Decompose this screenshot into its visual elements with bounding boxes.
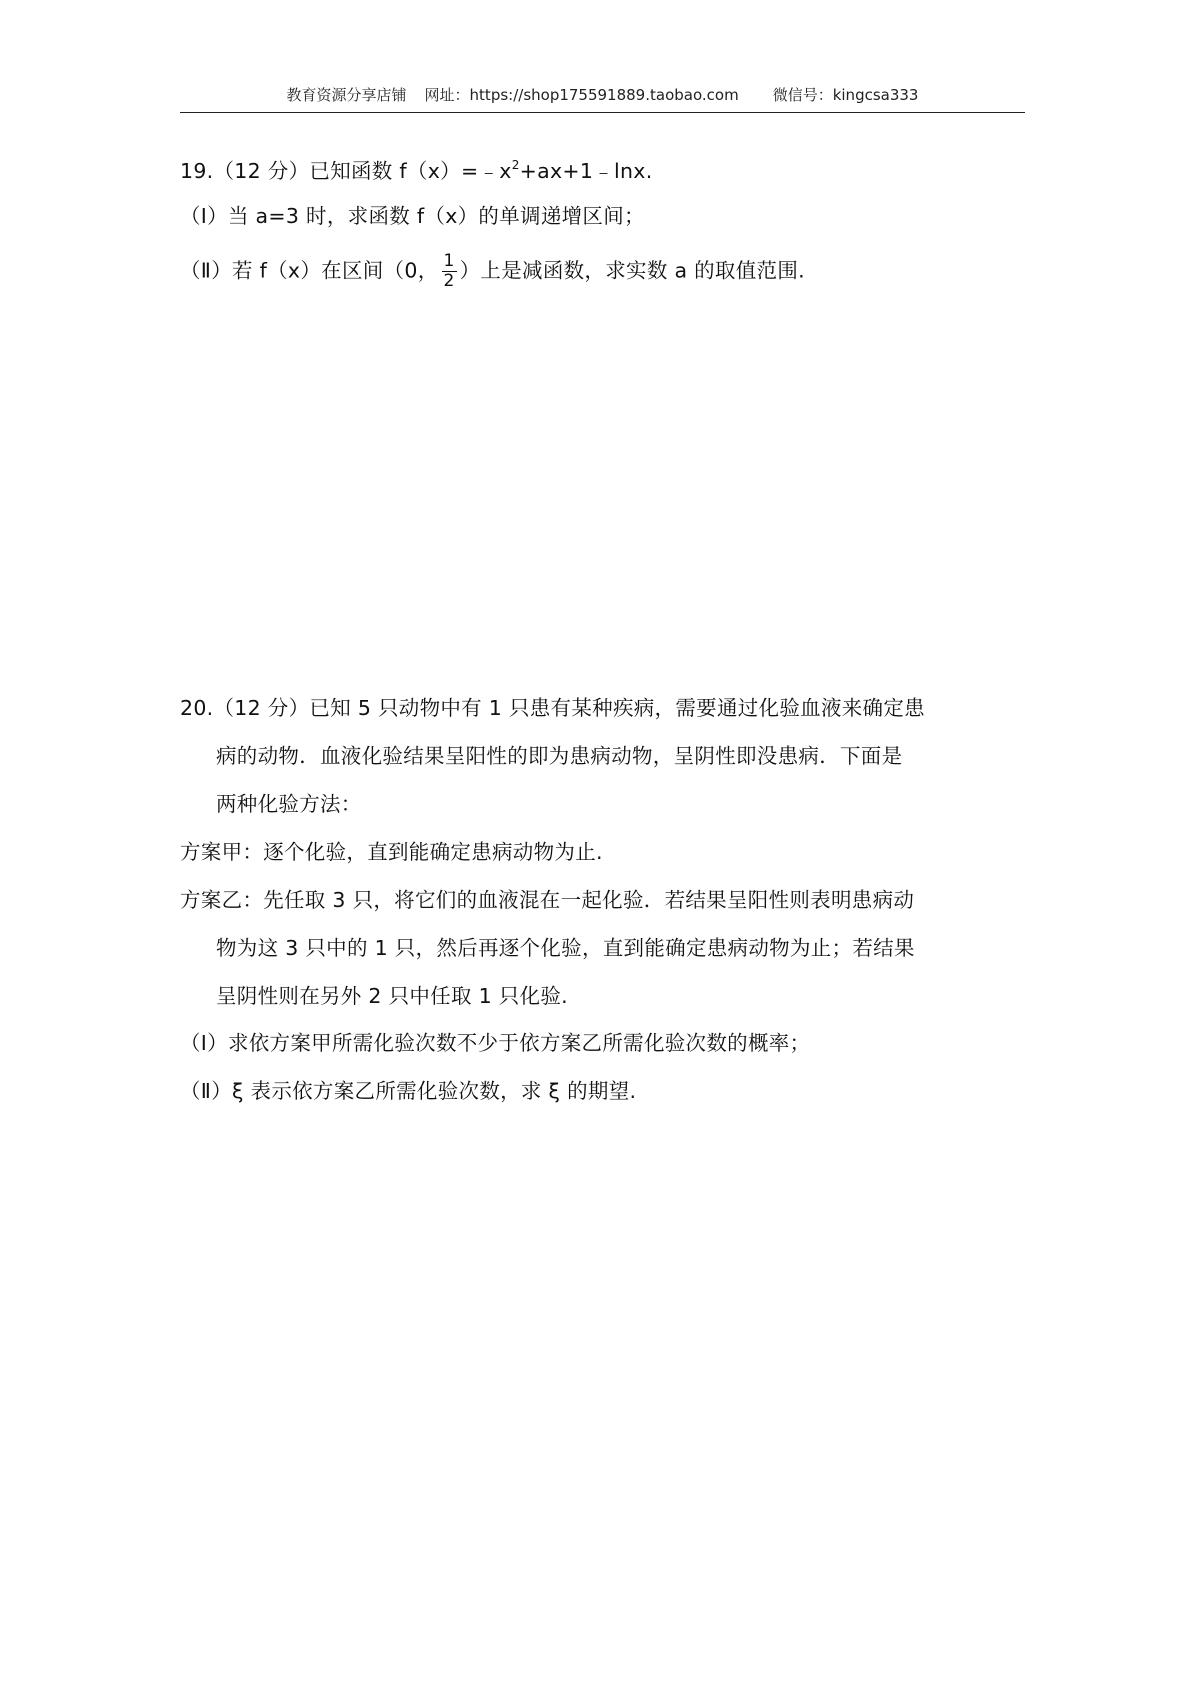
q19-stem <box>180 156 653 186</box>
q20-plan-a: 方案甲：逐个化验，直到能确定患病动物为止. <box>180 840 603 864</box>
q19-part1: （Ⅰ）当 a=3 时，求函数 f（x）的单调递增区间； <box>180 204 645 228</box>
fraction-numerator: 1 <box>443 251 455 271</box>
header-url-label: 网址： <box>424 86 470 104</box>
q20-stem-line1: 20.（12 分）已知 5 只动物中有 1 只患有某种疾病，需要通过化验血液来确定患 <box>180 696 925 720</box>
q20-part1: （Ⅰ）求依方案甲所需化验次数不少于依方案乙所需化验次数的概率； <box>180 1031 811 1055</box>
q20-plan-b-line3: 呈阴性则在另外 2 只中任取 1 只化验. <box>216 984 568 1008</box>
q20-part2: （Ⅱ）ξ 表示依方案乙所需化验次数，求 ξ 的期望. <box>180 1079 637 1103</box>
header-shop: 教育资源分享店铺 <box>286 86 407 104</box>
header-wechat: kingcsa333 <box>832 86 919 104</box>
q19-part2 <box>180 252 805 291</box>
q19-part2-pre: （Ⅱ）若 f（x）在区间（0， <box>180 258 439 283</box>
fraction-denominator: 2 <box>443 271 455 291</box>
q20-stem-line2: 病的动物．血液化验结果呈阳性的即为患病动物，呈阴性即没患病．下面是 <box>216 744 903 768</box>
header-url: https://shop175591889.taobao.com <box>469 86 739 104</box>
header-wechat-label: 微信号： <box>772 86 833 104</box>
q19-stem-pre: 19.（12 分）已知函数 f（x）=﹣x <box>180 159 512 183</box>
q19-exponent: 2 <box>511 158 520 172</box>
q19-fraction <box>442 252 457 291</box>
q20-plan-b-line2: 物为这 3 只中的 1 只，然后再逐个化验，直到能确定患病动物为止；若结果 <box>216 936 915 960</box>
q20-plan-b-line1: 方案乙：先任取 3 只，将它们的血液混在一起化验．若结果呈阳性则表明患病动 <box>180 888 915 912</box>
q20-stem-line3: 两种化验方法： <box>216 792 362 816</box>
page-header <box>180 84 1025 113</box>
q19-part2-post: ）上是减函数，求实数 a 的取值范围. <box>459 258 805 283</box>
q19-stem-post: +ax+1﹣lnx. <box>519 159 653 183</box>
